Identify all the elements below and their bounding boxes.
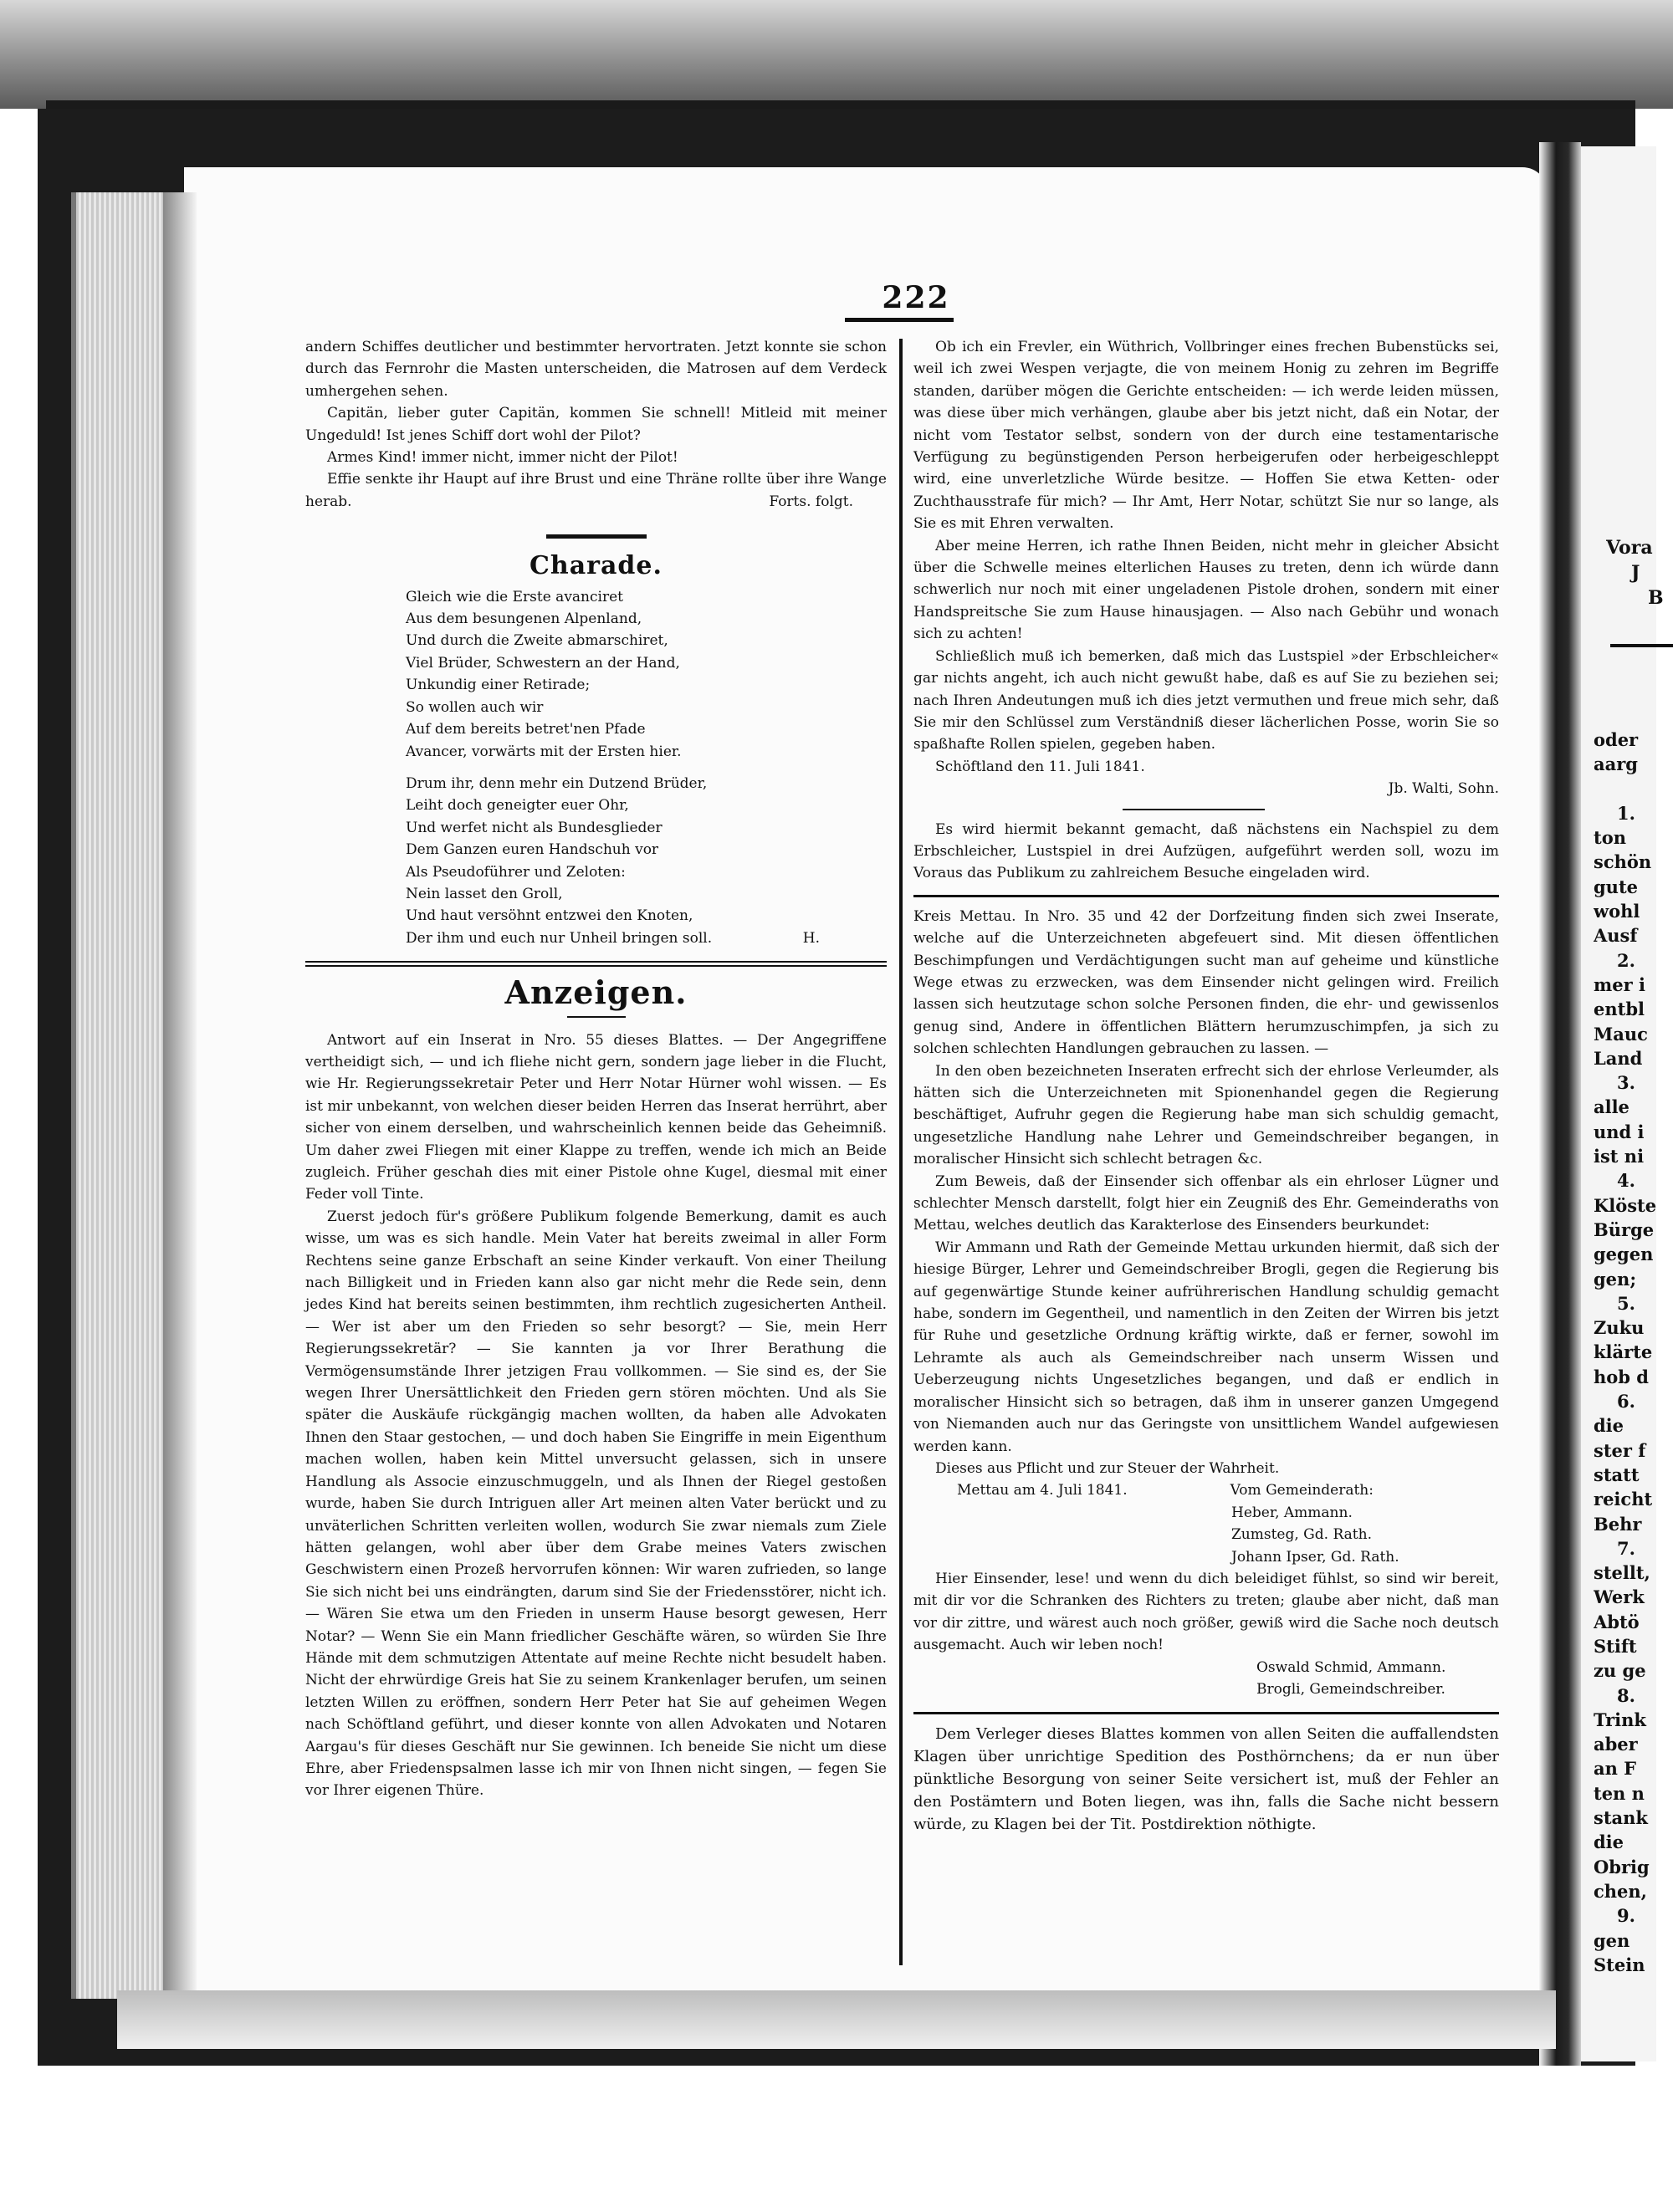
fragment-line: reicht — [1594, 1489, 1653, 1510]
fragment-line: zu ge — [1594, 1660, 1646, 1682]
ad-paragraph: Ob ich ein Frevler, ein Wüthrich, Vollbringer eines frechen Bubenstücks sei, weil ich zwei Wespen verjagte, die von meinem Honig zu zehren im Begriffe standen, darüber mögen die Gerichte entscheiden: — ich werde leiden müssen, was diese über mich verhängen, glaube aber bis jetzt nicht, daß ein Notar, der nicht vom Testator selbst, sondern von der durch eine testamentarische Verfügung zu begünstigenden Person herbeigerufen oder herbeigeschleppt wird, eine unverletzliche Würde besitze. — Hoffen Sie etwa Ketten- oder Zuchthausstrafe für mich? — Ihr Amt, Herr Notar, schützt Sie nur so lange, als Sie es mit Ehren verwalten. — [913, 339, 1499, 533]
fragment-line: Obrig — [1594, 1856, 1650, 1877]
poem-line: Leiht doch geneigter euer Ohr, — [406, 797, 629, 815]
place-date: Schöftland den 11. Juli 1841. — [935, 758, 1145, 775]
fragment-line: Ausf — [1594, 925, 1638, 947]
fragment-line: ton — [1594, 827, 1626, 849]
continuation-note: Forts. folgt. — [769, 493, 853, 510]
ad-signature: Jb. Walti, Sohn. — [1388, 780, 1499, 798]
story-paragraph: andern Schiffes deutlicher und bestimmter hervortraten. Jetzt konnte sie schon durch das Fernrohr die Masten unterscheiden, die Matrosen auf dem Verdeck umhergehen sehen. — [305, 339, 887, 400]
fragment-line: aarg — [1594, 754, 1638, 775]
poem-last-line — [406, 927, 887, 949]
fragment-line: oder — [1594, 729, 1639, 750]
mettau-date: Mettau am 4. Juli 1841. — [957, 1482, 1128, 1499]
fragment-line: gute — [1594, 876, 1639, 897]
fragment-line: ist ni — [1594, 1146, 1645, 1167]
next-page-rule — [1610, 644, 1673, 647]
section-rule — [913, 895, 1499, 897]
fragment-line: Stein — [1594, 1954, 1645, 1975]
fragment-line: Trink — [1594, 1709, 1646, 1730]
section-rule — [913, 1712, 1499, 1714]
fragment-line: an F — [1594, 1758, 1637, 1780]
fragment-line: 2. — [1617, 949, 1635, 971]
poem-line: Dem Ganzen euren Handschuh vor — [406, 841, 659, 859]
date-row — [913, 1479, 1499, 1501]
fragment-line: gen — [1594, 1929, 1630, 1951]
ad-paragraph: Zuerst jedoch für's größere Publikum folgende Bemerkung, damit es auch wisse, um was es sich handle. Mein Vater hat bereits zweimal in aller Form Rechtens seine ganze Erbschaft an seine Kinder verkauft. Von einer Theilung nach Billigkeit und in Frieden kann also gar nicht mehr die Rede sein, denn jedes Kind hat bereits seinen bestimmten, ihm rechtlich zugesicherten Antheil. — Wer ist aber um den Frieden so sehr besorgt? — Sie, mein Herr Regierungssekretär? — Sie kannten ja vor Ihrer Berathung die Vermögensumstände Ihrer jetzigen Frau vollkommen. — Sie sind es, der Sie wegen Ihrer Unersättlichkeit den Frieden gern stören möchten. Und als Sie später die Auskäufe rückgängig machen wollten, da haben alle Advokaten Ihnen den Staar gestochen, — und doch haben Sie Eingriffe in mein Eigenthum machen wollen, haben kein Mittel unversucht gelassen, sich in unsere Handlung als Associe einzuschmuggeln, und als Ihnen der Riegel gestoßen wurde, haben Sie durch Intriguen aller Art meinen alten Vater berückt und zu unväterlichen Schritten verleiten wollen, wodurch Sie zwar niemals zum Ziele hätten gelangen, wohl aber über dem Grabe meines Vaters zwischen Geschwistern einen Prozeß hervorrufen können: Wir waren zufrieden, so lange Sie sich nicht bei uns eindrängten, darum sind Sie der Friedensstörer, nicht ich. — Wären Sie etwa um den Frieden in unserm Hause besorgt gewesen, Herr Notar? — Wenn Sie ein Mann friedlicher Geschäfte wären, so würden Sie Ihre Hände mit dem schmutzigen Attentate auf meine Rechte nicht besudelt haben. Nicht der ehrwürdige Greis hat Sie zu seinem Krankenlager berufen, um seinen letzten Willen zu eröffnen, sondern Herr Peter hat Sie auf geheimen Wegen nach Schöftland geführt, und dieser konnte von allen Advokaten und Notaren Aargau's für dieses Geschäft nur Sie gewinnen. Ich beneide Sie nicht um diese Ehre, aber Friedenspsalmen lasse ich mir von Ihnen nicht singen, — fegen Sie vor Ihrer eigenen Thüre. — [305, 1208, 887, 1800]
fragment-line: Werk — [1594, 1586, 1645, 1608]
kreis-paragraph: Wir Ammann und Rath der Gemeinde Mettau urkunden hiermit, daß sich der hiesige Bürger, Lehrer und Gemeindschreiber Brogli, gegen die Regierung bis auf gegenwärtige Stunde keiner aufrührerischen Handlung schuldig gemacht habe, sondern im Gegentheil, und namentlich in den Zeiten der Wirren bis jetzt für Ruhe und gesetzliche Ordnung kräftig wirkte, daß er ferner, sowohl im Lehramte als auch als Gemeindschreiber nach unserm Wissen und Ueberzeugung nichts Ungesetzliches begangen, und daß er endlich in moralischer Hinsicht sich so betragen, daß ihm in unserer ganzen Umgegend von Niemanden auch nur das Geringste von unsittlichem Wandel aufgewiesen werden kann. — [913, 1239, 1499, 1455]
notice-paragraph: Es wird hiermit bekannt gemacht, daß nächstens ein Nachspiel zu dem Erbschleicher, Lustspiel in drei Aufzügen, aufgeführt werden soll, wozu im Voraus das Publikum zu zahlreichem Besuche eingeladen wird. — [913, 820, 1499, 882]
poem-line: Aus dem besungenen Alpenland, — [406, 610, 642, 628]
section-rule — [1123, 809, 1265, 810]
fragment-line: Abtö — [1594, 1611, 1640, 1632]
section-rule — [305, 961, 887, 963]
fragment-line: 7. — [1617, 1537, 1635, 1559]
fragment-line: Zuku — [1594, 1317, 1645, 1339]
fragment-line: Mauc — [1594, 1023, 1648, 1045]
closing-paragraph: Hier Einsender, lese! und wenn du dich beleidiget fühlst, so sind wir bereit, mit dir vor die Schranken des Richters zu treten; glaube aber nicht, daß man vor dir zittre, und wärest auch noch größer, gewiß wird die Sache noch deutsch ausgemacht. Auch wir leben noch! — [913, 1570, 1499, 1654]
header-rule — [845, 318, 954, 322]
gemeinderath-label: Vom Gemeinderath: — [1230, 1482, 1374, 1499]
signer-line: Zumsteg, Gd. Rath. — [1231, 1526, 1372, 1544]
fragment-line: gen; — [1594, 1268, 1637, 1290]
kreis-paragraph: In den oben bezeichneten Inseraten erfrecht sich der ehrlose Verleumder, als hätten sich die Unterzeichneten mit Spionenhandel gegen die Regierung beschäftiget, Aufruhr gegen die Regierung habe man sich schuldig gemacht, ungesetzliche Handlung nahe Lehrer und Gemeindschreiber begangen, in moralischer Hinsicht sich schlecht betragen &c. — [913, 1062, 1499, 1168]
fragment-line: ten n — [1594, 1782, 1645, 1804]
fragment-line: hob d — [1594, 1366, 1649, 1387]
fragment-line: 6. — [1617, 1391, 1635, 1413]
next-page-text — [1594, 728, 1673, 2049]
story-paragraph: Armes Kind! immer nicht, immer nicht der Pilot! — [327, 449, 678, 467]
fragment-line: ster f — [1594, 1439, 1646, 1461]
page-bottom-edge — [117, 1990, 1556, 2049]
fragment-line: Klöste — [1594, 1194, 1657, 1216]
ad-paragraph: Schließlich muß ich bemerken, daß mich das Lustspiel »der Erbschleicher« gar nichts angeht, ich auch nicht gewußt habe, daß es auf Sie zu beziehen sei; nach Ihren Andeutungen muß ich dies jetzt vermuthen und freue mich sehr, daß Sie mir den Schlüssel zum Verständniß dieser lächerlichen Posse, worin Sie so spaßhafte Rollen spielen, gegeben haben. — [913, 647, 1499, 754]
poem-line: Viel Brüder, Schwestern an der Hand, — [406, 654, 680, 672]
fragment-line: 8. — [1617, 1684, 1635, 1706]
fragment-line: chen, — [1594, 1880, 1647, 1902]
section-rule — [546, 534, 647, 539]
fragment-line: schön — [1594, 851, 1652, 873]
fragment-line: stank — [1594, 1807, 1648, 1829]
poem-line: Unkundig einer Retirade; — [406, 677, 591, 694]
signer-line: Heber, Ammann. — [1231, 1504, 1353, 1521]
fragment-line: Bürge — [1594, 1218, 1655, 1240]
charade-title: Charade. — [530, 551, 663, 581]
next-page-header — [1606, 535, 1673, 636]
fragment-line: die — [1594, 1415, 1624, 1437]
poem-stanza — [406, 586, 887, 763]
anzeigen-title: Anzeigen. — [504, 973, 688, 1012]
kreis-paragraph: Kreis Mettau. In Nro. 35 und 42 der Dorfzeitung finden sich zwei Inserate, welche auf die Unterzeichneten abgefeuert sind. Mit diesen öffentlichen Beschimpfungen und Verdächtigungen sucht man auf geheime und künstliche Wege etwas zu erzwecken, was dem Einsender nicht gelingen wird. Freilich lassen sich heutzutage schon solche Personen finden, die ehr- und gewissenlos genug sind, Andere in öffentlichen Blättern herumzuschimpfen, ja sich zu solchen schlechten Handlungen gebrauchen zu lassen. — — [913, 907, 1499, 1058]
fragment-line: aber — [1594, 1734, 1638, 1755]
page-number: 222 — [882, 280, 950, 315]
signer-line: Oswald Schmid, Ammann. — [1256, 1658, 1446, 1676]
poem-stanza — [406, 773, 887, 949]
fragment-line: 3. — [1617, 1072, 1635, 1094]
kreis-paragraph: Zum Beweis, daß der Einsender sich offenbar als ein ehrloser Lügner und schlechter Mensch darstellt, folgt hier ein Zeugniß des Ehr. Gemeinderaths von Mettau, welches deutlich das Karakterlose des Einsenders beurkundet: — [913, 1172, 1499, 1234]
poem-line: Als Pseudoführer und Zeloten: — [406, 863, 626, 881]
fragment-line: 4. — [1617, 1170, 1635, 1192]
fragment-line: und i — [1594, 1121, 1645, 1142]
kreis-paragraph: Dieses aus Pflicht und zur Steuer der Wahrheit. — [935, 1459, 1280, 1477]
poem-line: Avancer, vorwärts mit der Ersten hier. — [406, 743, 682, 760]
fragment-line: J — [1631, 562, 1640, 584]
story-paragraph: Capitän, lieber guter Capitän, kommen Sie schnell! Mitleid mit meiner Ungeduld! Ist jenes Schiff dort wohl der Pilot? — [305, 405, 887, 444]
poem-line: Drum ihr, denn mehr ein Dutzend Brüder, — [406, 774, 708, 792]
fragment-line: Vora — [1606, 537, 1653, 559]
poem-line: Auf dem bereits betret'nen Pfade — [406, 721, 646, 738]
fragment-line: Land — [1594, 1047, 1643, 1069]
ad-paragraph: Antwort auf ein Inserat in Nro. 55 dieses Blattes. — Der Angegriffene vertheidigt sich, — und ich fliehe nicht gern, sondern jage lieber in die Flucht, wie Hr. Regierungssekretair Peter und Herr Notar Hürner wohl wissen. — Es ist mir unbekannt, von welchen dieser beiden Herren das Inserat herrührt, aber sicher von einem derselben, und wahrscheinlich kennen beide das Geheimniß. Um daher zwei Fliegen mit einer Klappe zu treffen, wende ich mich an Beide zugleich. Früher geschah dies mit einer Pistole ohne Kugel, diesmal mit einer Feder voll Tinte. — [305, 1031, 887, 1203]
book-gutter — [1539, 142, 1581, 2066]
fragment-line: 9. — [1617, 1905, 1635, 1927]
fragment-line: statt — [1594, 1464, 1640, 1485]
page-shadow — [163, 192, 197, 1999]
signer-line: Johann Ipser, Gd. Rath. — [1231, 1548, 1399, 1566]
fragment-line: die — [1594, 1831, 1624, 1853]
fragment-line: Stift — [1594, 1635, 1637, 1657]
left-column — [305, 336, 887, 1802]
fragment-line: klärte — [1594, 1341, 1653, 1363]
fragment-line: gegen — [1594, 1244, 1654, 1265]
fragment-line: Behr — [1594, 1513, 1642, 1535]
right-column — [913, 336, 1499, 1836]
poem-line: Und durch die Zweite abmarschiret, — [406, 632, 668, 650]
signer-line: Brogli, Gemeindschreiber. — [1256, 1680, 1445, 1698]
fragment-line: 5. — [1617, 1292, 1635, 1314]
poem-line: Der ihm und euch nur Unheil bringen soll. — [406, 929, 713, 947]
fragment-line: alle — [1594, 1096, 1630, 1118]
charade-poem — [305, 586, 887, 950]
section-rule — [305, 965, 887, 967]
fragment-line: stellt, — [1594, 1562, 1650, 1584]
fragment-line: wohl — [1594, 901, 1640, 922]
poem-line: Nein lasset den Groll, — [406, 885, 563, 902]
title-rule — [567, 1016, 626, 1018]
poem-line: So wollen auch wir — [406, 698, 544, 716]
fragment-line: mer i — [1594, 973, 1645, 995]
scan-top-shadow — [0, 0, 1673, 109]
poem-signature: H. — [802, 929, 820, 947]
page-edges — [71, 192, 171, 1999]
fragment-line: 1. — [1617, 802, 1635, 824]
poem-line: Und haut versöhnt entzwei den Knoten, — [406, 907, 693, 925]
column-divider — [899, 339, 903, 1965]
verleger-paragraph: Dem Verleger dieses Blattes kommen von allen Seiten die auffallendsten Klagen über unrichtige Spedition des Posthörnchens; da er nun über pünktliche Besorgung von seiner Seite versichert ist, muß der Fehler an den Postämtern und Boten liegen, was ihn, falls die Sache nicht bessern würde, zu Klagen bei der Tit. Postdirektion nöthigte. — [913, 1725, 1499, 1834]
poem-line: Und werfet nicht als Bundesglieder — [406, 819, 663, 836]
story-paragraph: Effie senkte ihr Haupt auf ihre Brust und eine Thräne rollte über ihre Wange herab. Forts. folgt. — [305, 468, 887, 513]
ad-paragraph: Aber meine Herren, ich rathe Ihnen Beiden, nicht mehr in gleicher Absicht über die Schwelle meines elterlichen Hauses zu treten, denn ich würde dann schwerlich nur noch mit einer ungeladenen Pistole drohen, sondern mit einer Handspreitsche Sie zum Hause hinausjagen. — Also nach Gebühr und wonach sich zu achten! — [913, 537, 1499, 643]
poem-line: Gleich wie die Erste avanciret — [406, 588, 623, 605]
fragment-line: B — [1648, 587, 1664, 609]
fragment-line: entbl — [1594, 999, 1645, 1020]
fragment-line — [1594, 777, 1673, 801]
